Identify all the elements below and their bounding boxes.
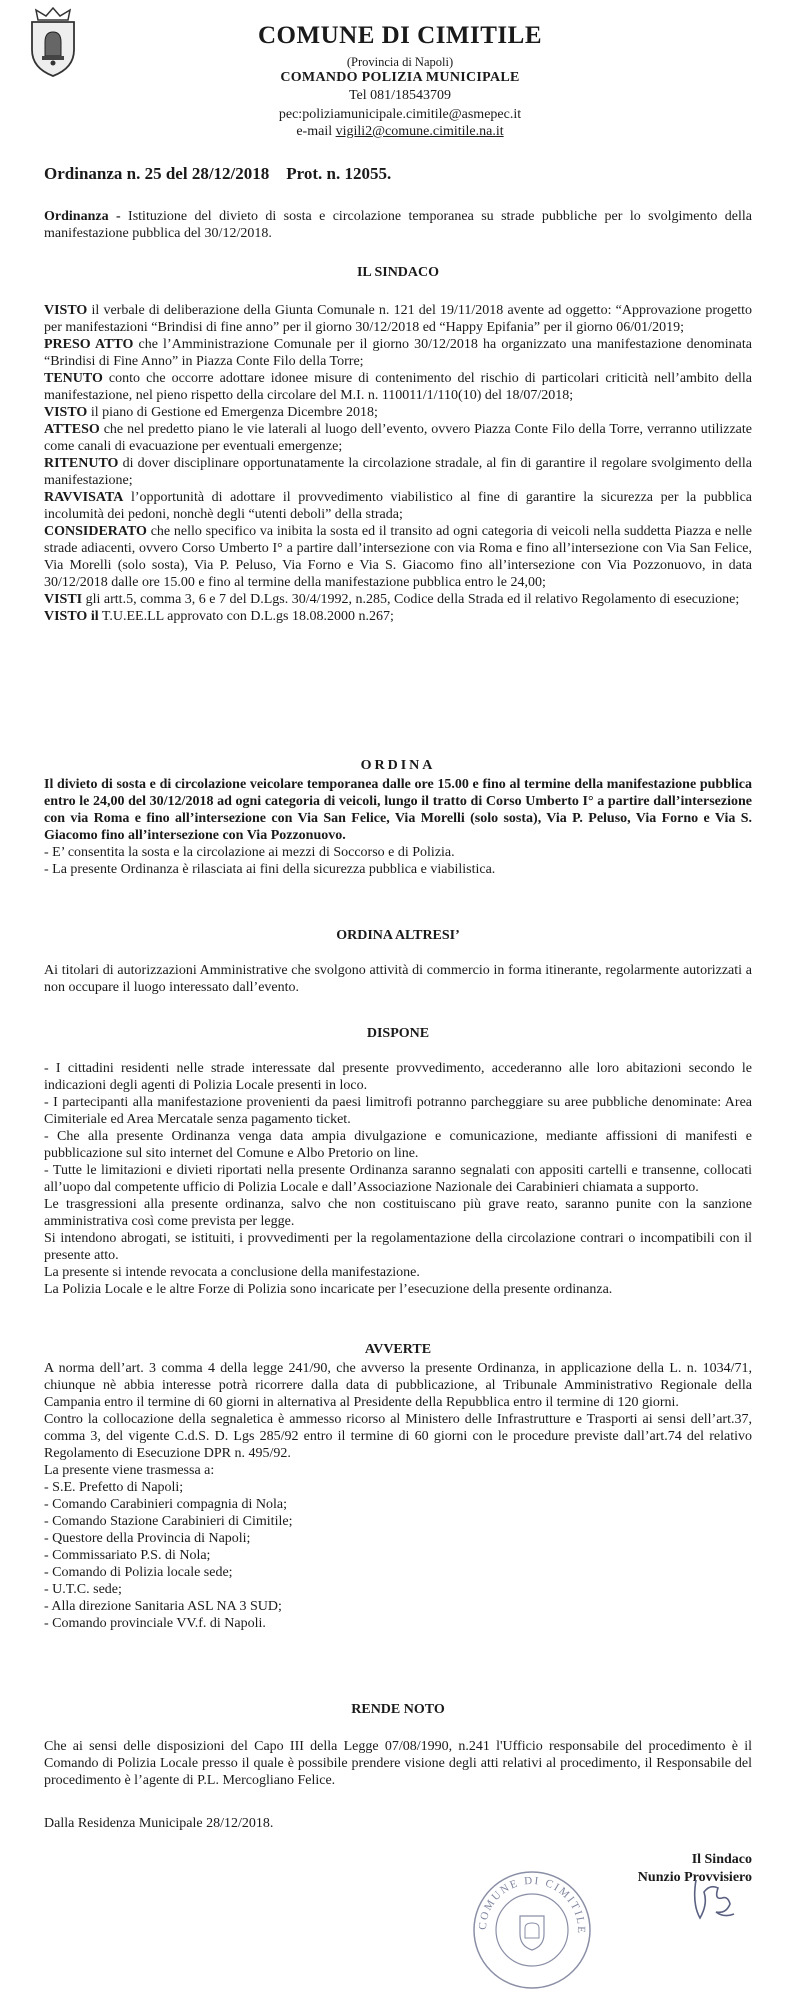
dispone-item: La Polizia Locale e le altre Forze di Polizia sono incaricate per l’esecuzione della presente ordinanza.: [44, 1282, 613, 1297]
ordinance-subject: [44, 208, 752, 242]
ordina-main-text: Il divieto di sosta e di circolazione veicolare temporanea dalle ore 15.00 e fino al termine della manifestazione pubblica entro le 24,00 del 30/12/2018 ad ogni categoria di veicoli, lungo il tratto di Corso Umberto I° a partire dall’intersezione con via Roma e fino all’intersezione con Via San Felice, Via Morelli (solo sosta), Via P. Peluso, Via Forno e Via S. Giacomo fino all’intersezione con Via Pozzonuovo.: [44, 777, 752, 843]
recital-text: che l’Amministrazione Comunale per il giorno 30/12/2018 ha organizzato una manifestazione denominata “Brindisi di Fine Anno” in Piazza Conte Filo della Torre;: [44, 337, 752, 369]
dispone-section: [44, 1060, 752, 1298]
recital-keyword: RAVVISATA: [44, 490, 124, 505]
recital-item: [44, 404, 752, 421]
recital-keyword: ATTESO: [44, 422, 100, 437]
email-line: [190, 124, 610, 140]
rende-noto-text: Che ai sensi delle disposizioni del Capo III della Legge 07/08/1990, n.241 l'Ufficio responsabile del procedimento è il Comando di Polizia Locale presso il quale è possibile prendere visione degli atti relativi al procedimento, il Responsabile del procedimento è l’agente di P.L. Mercogliano Felice.: [44, 1739, 752, 1788]
recipient-item: - Comando Stazione Carabinieri di Cimitile;: [44, 1514, 293, 1529]
recital-text: T.U.EE.LL approvato con D.L.gs 18.08.2000 n.267;: [98, 609, 394, 624]
recital-keyword: RITENUTO: [44, 456, 119, 471]
subject-text: Istituzione del divieto di sosta e circolazione temporanea su strade pubbliche per lo svolgimento della manifestazione pubblica del 30/12/2018.: [44, 209, 752, 241]
recital-text: di dover disciplinare opportunatamente la circolazione stradale, al fin di garantire il regolare svolgimento della manifestazione;: [44, 456, 752, 488]
recital-keyword: VISTO: [44, 303, 88, 318]
recipients-intro: La presente viene trasmessa a:: [44, 1463, 215, 1478]
email-label: e-mail: [296, 124, 336, 139]
dispone-item: - I partecipanti alla manifestazione provenienti da paesi limitrofi potranno parcheggiare su aree pubbliche denominate: Area Cimiteriale ed Area Mercatale senza pagamento ticket.: [44, 1095, 752, 1127]
ordina-heading: ORDINA: [360, 758, 436, 773]
signature-role: Il Sindaco: [691, 1852, 752, 1867]
recipient-item: - Comando provinciale VV.f. di Napoli.: [44, 1616, 266, 1631]
sindaco-heading: IL SINDACO: [356, 265, 440, 280]
recipient-item: - Comando Carabinieri compagnia di Nola;: [44, 1497, 287, 1512]
avverte-heading: AVVERTE: [364, 1342, 432, 1357]
recital-keyword: VISTI: [44, 592, 83, 607]
recitals-list: [44, 302, 752, 625]
command-name: COMANDO POLIZIA MUNICIPALE: [280, 70, 520, 85]
dispone-item: Si intendono abrogati, se istituiti, i provvedimenti per la regolamentazione della circolazione contrari o incompatibili con il presente atto.: [44, 1231, 752, 1263]
ordina-altresi-text: Ai titolari di autorizzazioni Amministrative che svolgono attività di commercio in forma itinerante, regolarmente autorizzati a non occupare il luogo interessato dall’evento.: [44, 963, 752, 995]
recital-item: [44, 523, 752, 591]
recital-item: [44, 336, 752, 370]
recital-text: il piano di Gestione ed Emergenza Dicembre 2018;: [87, 405, 378, 420]
ordina-item: - E’ consentita la sosta e la circolazione ai mezzi di Soccorso e di Polizia.: [44, 845, 455, 860]
signature-name: Nunzio Provvisiero: [637, 1870, 752, 1885]
rende-noto-heading: RENDE NOTO: [351, 1702, 445, 1717]
dispone-heading: DISPONE: [366, 1026, 430, 1041]
phone-line: Tel 081/18543709: [348, 88, 452, 103]
recipient-item: - Questore della Provincia di Napoli;: [44, 1531, 251, 1546]
ordina-altresi-heading: ORDINA ALTRESI’: [336, 928, 460, 943]
recital-text: gli artt.5, comma 3, 6 e 7 del D.Lgs. 30/4/1992, n.285, Codice della Strada ed il relativo Regolamento di esecuzione;: [82, 592, 740, 607]
avverte-paragraph: A norma dell’art. 3 comma 4 della legge 241/90, che avverso la presente Ordinanza, in applicazione della L. n. 1034/71, chiunque nè abbia interesse potrà ricorrere dalla data di pubblicazione, al Tribunale Amministrativo Regionale della Campania entro il termine di 60 giorni in alternativa al Presidente della Repubblica entro il termine di 120 giorni.: [44, 1361, 752, 1410]
recipient-item: - Comando di Polizia locale sede;: [44, 1565, 233, 1580]
recital-item: [44, 489, 752, 523]
official-stamp-icon: [470, 1868, 594, 1992]
recital-text: il verbale di deliberazione della Giunta Comunale n. 121 del 19/11/2018 avente ad oggetto: “Approvazione progetto per manifestazioni “Brindisi di fine anno” per il giorno 30/12/2018 ed “Happy Epifania” per il giorno 06/01/2019;: [44, 303, 752, 335]
recital-item: [44, 608, 752, 625]
recipient-item: - S.E. Prefetto di Napoli;: [44, 1480, 184, 1495]
recipient-item: - Commissariato P.S. di Nola;: [44, 1548, 211, 1563]
email-link[interactable]: vigili2@comune.cimitile.na.it: [335, 124, 504, 139]
recital-text: conto che occorre adottare idonee misure di contenimento del rischio di particolari criticità nell’ambito della manifestazione, nel pieno rispetto della circolare del M.I. n. 110011/1/110(10) del 18/07/2018;: [44, 371, 752, 403]
recital-text: che nello specifico va inibita la sosta ed il transito ad ogni categoria di veicoli nella suddetta Piazza e nelle strade adiacenti, ovvero Corso Umberto I° a partire dall’intersezione con via Roma e fino all’intersezione con Via San Felice, Via Morelli (solo sosta), Via P. Peluso, Via Forno e Via S. Giacomo fino all’intersezione con Via Pozzonuovo, in data 30/12/2018 dalle ore 15.00 e fino al termine della manifestazione pubblica entro le 24,00;: [44, 524, 752, 590]
handwritten-signature-icon: [688, 1874, 740, 1924]
municipal-crest-icon: [26, 6, 80, 78]
dispone-item: - I cittadini residenti nelle strade interessate dal presente provvedimento, accederanno alle loro abitazioni secondo le indicazioni degli agenti di Polizia Locale presenti in loco.: [44, 1061, 752, 1093]
stamp-ring-text: COMUNE DI CIMITILE: [476, 1874, 588, 1935]
recital-keyword: VISTO: [44, 405, 88, 420]
recital-text: l’opportunità di adottare il provvedimento viabilistico al fine di garantire la sicurezza per la pubblica incolumità dei pedoni, nonchè degli “utenti deboli” della strada;: [44, 490, 752, 522]
dispone-item: - Che alla presente Ordinanza venga data ampia divulgazione e comunicazione, mediante affissioni di manifesti e pubblicazione sul sito internet del Comune e Albo Pretorio on line.: [44, 1129, 752, 1161]
ordinance-reference: Ordinanza n. 25 del 28/12/2018 Prot. n. 12055.: [44, 164, 392, 183]
svg-text:COMUNE DI CIMITILE: [477, 1875, 587, 1935]
recital-keyword: CONSIDERATO: [44, 524, 147, 539]
closing-line: Dalla Residenza Municipale 28/12/2018.: [44, 1816, 274, 1831]
recital-item: [44, 421, 752, 455]
municipality-title: COMUNE DI CIMITILE: [257, 22, 543, 49]
subject-label: Ordinanza -: [44, 209, 121, 224]
recital-item: [44, 370, 752, 404]
recital-keyword: PRESO ATTO: [44, 337, 134, 352]
ordina-item: - La presente Ordinanza è rilasciata ai fini della sicurezza pubblica e viabilistica.: [44, 862, 496, 877]
recital-item: [44, 591, 752, 608]
dispone-item: - Tutte le limitazioni e divieti riportati nella presente Ordinanza saranno segnalati con appositi cartelli e transenne, collocati all’uopo dal competente ufficio di Polizia Locale e dall’Associazione Nazionale dei Carabinieri chiamata a supporto.: [44, 1163, 752, 1195]
recipient-item: - Alla direzione Sanitaria ASL NA 3 SUD;: [44, 1599, 282, 1614]
pec-line: pec:poliziamunicipale.cimitile@asmepec.it: [278, 107, 522, 122]
recital-keyword: VISTO il: [44, 609, 99, 624]
recital-text: che nel predetto piano le vie laterali al luogo dell’evento, ovvero Piazza Conte Filo della Torre, verranno utilizzate come canali di evacuazione per eventuali emergenze;: [44, 422, 752, 454]
dispone-item: Le trasgressioni alla presente ordinanza, salvo che non costituiscano più grave reato, saranno punite con la sanzione amministrativa così come prevista per legge.: [44, 1197, 752, 1229]
recital-item: [44, 455, 752, 489]
ordina-section: [44, 776, 752, 878]
dispone-item: La presente si intende revocata a conclusione della manifestazione.: [44, 1265, 420, 1280]
province-line: (Provincia di Napoli): [346, 55, 454, 69]
avverte-paragraph: Contro la collocazione della segnaletica è ammesso ricorso al Ministero delle Infrastrutture e Trasporti ai sensi dell’art.37, comma 3, del vigente C.d.S. D. Lgs 285/92 entro il termine di 60 giorni con le procedure previste dall’art.74 del relativo Regolamento di Esecuzione DPR n. 495/92.: [44, 1412, 752, 1461]
recipient-item: - U.T.C. sede;: [44, 1582, 122, 1597]
recital-item: [44, 302, 752, 336]
recital-keyword: TENUTO: [44, 371, 103, 386]
avverte-section: [44, 1360, 752, 1632]
